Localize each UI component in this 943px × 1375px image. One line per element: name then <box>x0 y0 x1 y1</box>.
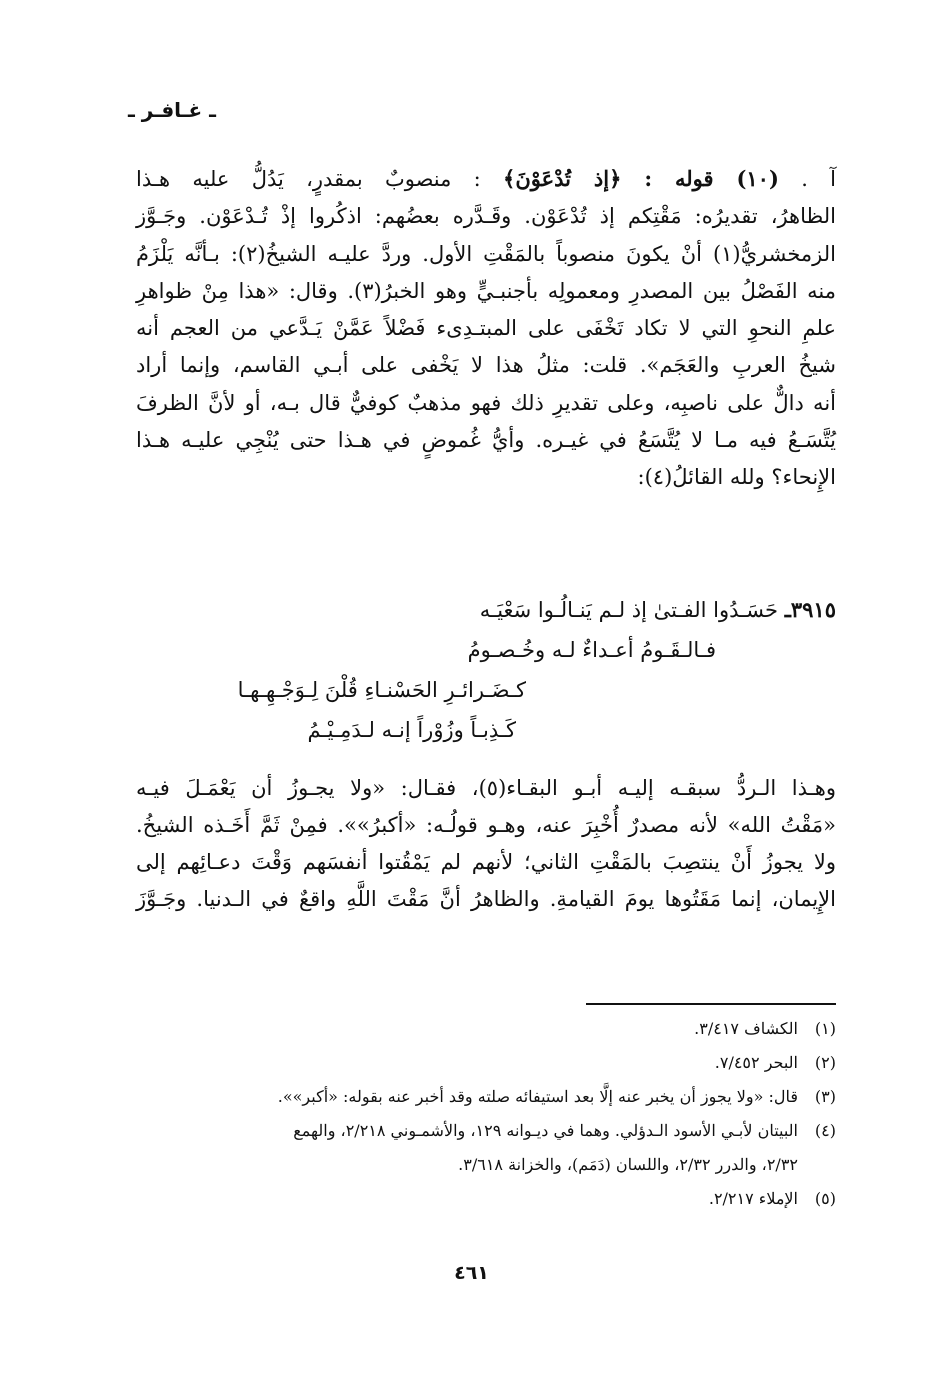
second-paragraph <box>136 770 836 918</box>
text-line: علمِ النحوِ التي لا تكاد تَخْفَى على المبتـدِىء فَضْلاً عَمَّنْ يَـدَّعي من العجم أنه <box>136 316 836 341</box>
main-paragraph <box>136 160 836 497</box>
footnote-text: قال: «ولا يجوز أن يخبر عنه إلَّا بعد استيفائه صلته وقد أخبر عنه بقوله: «أكبر»». <box>277 1087 798 1106</box>
running-head: ـ غـافـر ـ <box>128 98 216 122</box>
footnote-continuation: ٢/٣٢، والدرر ٢/٣٢، واللسان (دَمَم)، والخزانة ٣/٦١٨. <box>458 1155 798 1174</box>
text-line: منه الفَصْلُ بين المصدرِ ومعمولِه بأجنبـيٍّ وهو الخبرُ(٣). وقال: «هذا مِنْ ظواهرِ <box>136 278 836 303</box>
footnote-text: البيتان لأبـي الأسود الـدؤلي. وهما في ديـوانه ١٢٩، والأشمـوني ٢/٢١٨، والهمع <box>293 1121 798 1140</box>
footnotes <box>136 1012 836 1216</box>
footnote-number: (٥) <box>814 1189 836 1208</box>
footnote-text: الكشاف ٣/٤١٧. <box>694 1019 798 1038</box>
text-line: الإِنحاء؟ ولله القائلُ(٤): <box>637 465 836 490</box>
text-line: يُتَّسَـعُ فيه مـا لا يُتَّسَعُ في غيـره. وأيُّ غُموضٍ في هـذا حتى يُنْجِي عليـه هـذا <box>136 428 836 453</box>
text-line: الزمخشريُّ(١) أنْ يكونَ منصوباً بالمَقْتِ الأول. وردَّ عليـه الشيخُ(٢): بـأنَّه يَلْزَمُ <box>136 241 836 266</box>
footnote-number: (١) <box>814 1019 836 1038</box>
verse-line: كَـذِبـاً وزُوْراً إنـه لـدَمِـيْـمُ <box>307 718 516 742</box>
footnote <box>136 1114 836 1182</box>
footnote-text: الإملاء ٢/٢١٧. <box>708 1189 798 1208</box>
footnote <box>136 1182 836 1216</box>
text-line: أنه دالٌّ على ناصبِه، وعلى تقديرِ ذلك فهو مذهبٌ كوفيٌّ قال بـه، أو لأنَّ الظرفَ <box>136 390 836 415</box>
page-number: ٤٦١ <box>454 1262 489 1284</box>
text-line: وهـذا الـردُّ سبقـه إليـه أبـو البقـاء(٥)، فقـال: «ولا يجـوزُ أن يَعْمَـلَ فيـه <box>136 776 836 800</box>
poetry-verse <box>136 590 836 750</box>
text-line: «مَقْتُ الله» لأنه مصدرٌ أُخْبِرَ عنه، وهـو قولُـه: «أكبرُ»». فمِنْ ثَمَّ أَخَـذه الشيخُ. <box>136 813 836 837</box>
text-line: ولا يجوزُ أَنْ ينتصِبَ بالمَقْتِ الثاني؛ لأنهم لم يَمْقُتوا أنفسَهم وَقْتَ دعـائِهم إلى <box>136 850 836 874</box>
verse-line: كـضَـرائـرِ الحَسْنـاءِ قُلْنَ لِـوَجْـهِـهـا <box>237 678 526 702</box>
footnote <box>136 1012 836 1046</box>
verse-number: ٣٩١٥ـ <box>784 597 836 622</box>
footnote <box>136 1046 836 1080</box>
text-span: آ . <box>778 167 836 191</box>
text-line: الظاهرُ، تقديرُه: مَقْتِكم إذ تُدْعَوْن. وقَـدَّره بعضُهم: اذكُروا إذْ تُـدْعَوْن. وجَـوَّز <box>136 204 836 229</box>
footnote-text: البحر ٧/٤٥٢. <box>714 1053 798 1072</box>
text-line <box>136 160 836 198</box>
footnote <box>136 1080 836 1114</box>
verse-line <box>136 590 836 630</box>
footnote-divider <box>586 1003 836 1005</box>
text-line: شيخُ العربِ والعَجَم». قلت: مثلُ هذا لا يَخْفى على أبـي القاسم، وإنما أراد <box>136 353 836 378</box>
text-line: الإِيمان، إنما مَقَتُوها يومَ القيامةِ. والظاهرُ أنَّ مَقْتَ اللَّهِ واقعٌ في الـدنيا. وجَـوَّزَ <box>136 887 836 911</box>
footnote-number: (٢) <box>814 1053 836 1072</box>
footnote-number: (٤) <box>814 1121 836 1140</box>
quran-quote: (١٠) قوله : ﴿إذ تُدْعَوْنَ﴾ <box>503 166 779 191</box>
verse-text: حَسَـدُوا الفـتىٰ إذ لـم يَنـالُـوا سَعْيَـه <box>479 598 779 622</box>
text-span: : منصوبٌ بمقدرٍ، يَدُلُّ عليه هـذا <box>136 167 504 191</box>
verse-line: فـالـقَـومُ أعـداءٌ لـه وخُـصـومُ <box>467 638 716 662</box>
footnote-number: (٣) <box>814 1087 836 1106</box>
